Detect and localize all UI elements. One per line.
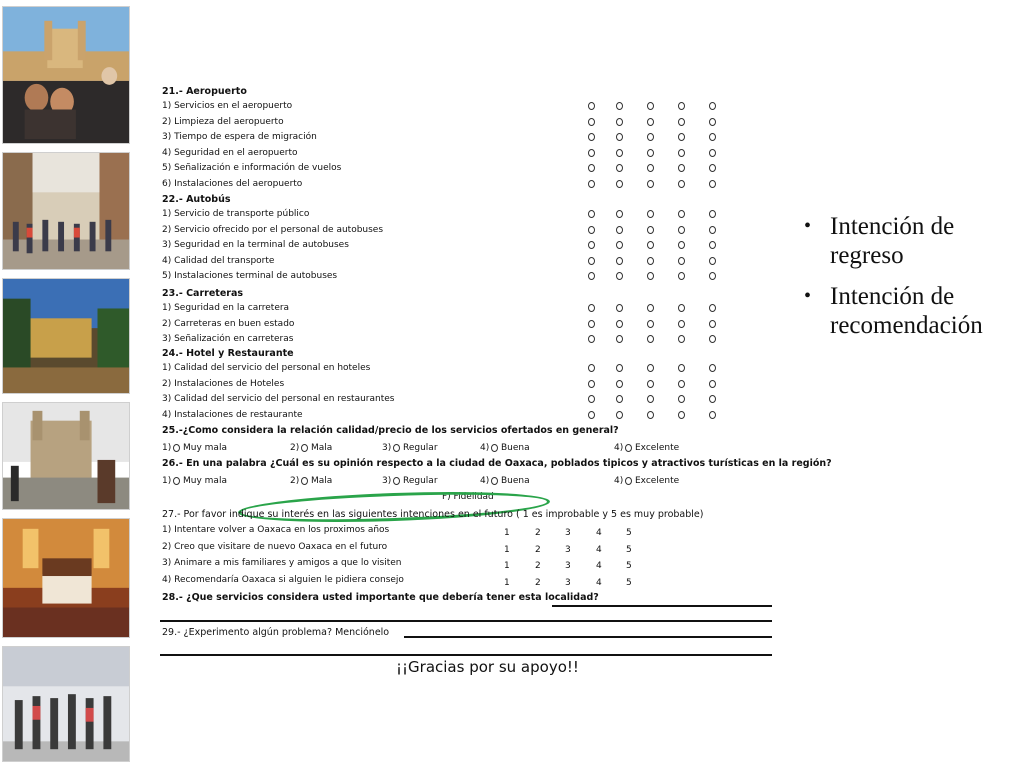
highlight-oval	[238, 488, 551, 527]
radio-option[interactable]	[588, 380, 595, 388]
radio-option[interactable]	[709, 395, 716, 403]
bullet-text: Intención de regreso	[830, 213, 955, 269]
option-label: Excelente	[635, 443, 680, 453]
radio-option[interactable]	[709, 380, 716, 388]
bullet-item-recomendacion	[800, 282, 1020, 340]
radio-option[interactable]	[588, 210, 595, 218]
radio-option[interactable]	[616, 210, 623, 218]
option-label: Muy mala	[183, 476, 227, 486]
question-item: 3) Calidad del servicio del personal en restaurantes	[162, 394, 395, 404]
question-item: 5) Instalaciones terminal de autobuses	[162, 271, 338, 281]
radio-option[interactable]	[588, 320, 595, 328]
scale-number[interactable]: 5	[626, 577, 632, 588]
radio-option[interactable]	[709, 226, 716, 234]
radio-option[interactable]	[393, 477, 400, 485]
question-item: 2) Instalaciones de Hoteles	[162, 378, 285, 389]
option-label: Mala	[311, 443, 333, 453]
radio-option[interactable]	[647, 102, 654, 110]
radio-option[interactable]	[678, 364, 685, 372]
radio-option[interactable]	[678, 226, 685, 234]
radio-option[interactable]	[616, 164, 623, 172]
radio-option[interactable]	[616, 149, 623, 157]
option-number: 4)	[480, 476, 490, 486]
radio-option[interactable]	[678, 133, 685, 141]
scale-number[interactable]: 3	[565, 561, 571, 571]
scale-number[interactable]: 3	[565, 577, 571, 588]
option-number: 3)	[382, 476, 392, 486]
radio-option[interactable]	[709, 180, 716, 188]
question-item: 1) Seguridad en la carretera	[162, 303, 290, 313]
divider-line	[160, 654, 772, 656]
radio-option[interactable]	[616, 395, 623, 403]
radio-option[interactable]	[678, 164, 685, 172]
radio-option[interactable]	[616, 364, 623, 372]
radio-option[interactable]	[393, 444, 400, 452]
radio-option[interactable]	[588, 257, 595, 265]
scale-number[interactable]: 2	[535, 561, 541, 571]
question-item: 1) Calidad del servicio del personal en hoteles	[162, 363, 371, 373]
question-item: 2) Servicio ofrecido por el personal de autobuses	[162, 224, 384, 235]
photo-hotel-room	[2, 518, 130, 638]
radio-option[interactable]	[647, 364, 654, 372]
radio-option[interactable]	[616, 380, 623, 388]
radio-option[interactable]	[588, 411, 595, 419]
radio-option[interactable]	[678, 304, 685, 312]
radio-option[interactable]	[678, 395, 685, 403]
radio-option[interactable]	[709, 102, 716, 110]
radio-option[interactable]	[491, 477, 498, 485]
scale-number[interactable]: 5	[626, 528, 632, 538]
question-item: 5) Señalización e información de vuelos	[162, 163, 342, 173]
photo-tourist-group	[2, 646, 130, 762]
scale-number[interactable]: 5	[626, 561, 632, 571]
radio-option[interactable]	[678, 210, 685, 218]
question-title: 28.- ¿Que servicios considera usted importante que debería tener esta localidad?	[162, 592, 599, 603]
radio-option[interactable]	[647, 304, 654, 312]
radio-option[interactable]	[588, 335, 595, 343]
radio-option[interactable]	[588, 241, 595, 249]
scale-number[interactable]: 1	[504, 577, 510, 588]
radio-option[interactable]	[647, 164, 654, 172]
scale-number[interactable]: 1	[504, 561, 510, 571]
radio-option[interactable]	[616, 411, 623, 419]
radio-option[interactable]	[588, 364, 595, 372]
question-title: 26.- En una palabra ¿Cuál es su opinión respecto a la ciudad de Oaxaca, poblados tipicos y atractivos turísticas en la región?	[162, 458, 832, 469]
scale-number[interactable]: 3	[565, 528, 571, 538]
bullet-item-regreso	[800, 212, 1020, 270]
radio-option[interactable]	[709, 241, 716, 249]
radio-option[interactable]	[647, 118, 654, 126]
radio-option[interactable]	[678, 118, 685, 126]
thanks-text: ¡¡Gracias por su apoyo!!	[396, 658, 579, 676]
photo-santo-domingo-church	[2, 402, 130, 510]
bullet-text: Intención de recomendación	[830, 283, 983, 339]
radio-option[interactable]	[616, 226, 623, 234]
radio-option[interactable]	[616, 304, 623, 312]
radio-option[interactable]	[709, 257, 716, 265]
scale-number[interactable]: 4	[596, 561, 602, 571]
photo-street-crowd	[2, 152, 130, 270]
divider-line	[160, 620, 772, 622]
option-number: 1)	[162, 476, 172, 486]
intention-item: 1) Intentare volver a Oaxaca en los proximos años	[162, 525, 390, 535]
radio-option[interactable]	[647, 272, 654, 280]
section-title: 22.- Autobús	[162, 194, 231, 205]
option-label: Buena	[501, 443, 530, 453]
radio-option[interactable]	[678, 149, 685, 157]
scale-number[interactable]: 2	[535, 544, 541, 555]
option-number: 2)	[290, 476, 300, 486]
intention-item: 4) Recomendaría Oaxaca si alguien le pidiera consejo	[162, 574, 404, 585]
radio-option[interactable]	[588, 118, 595, 126]
radio-option[interactable]	[588, 395, 595, 403]
question-title: 27.- Por favor indique su interés en las siguientes intenciones en el futuro ( 1 es improbable y 5 es muy probable)	[162, 509, 704, 520]
photo-courtyard-garden	[2, 278, 130, 394]
scale-number[interactable]: 4	[596, 544, 602, 555]
bullet-dot-icon: •	[804, 215, 812, 237]
radio-option[interactable]	[625, 477, 632, 485]
radio-option[interactable]	[616, 133, 623, 141]
bullet-dot-icon: •	[804, 285, 812, 307]
option-number: 1)	[162, 443, 172, 453]
radio-option[interactable]	[709, 304, 716, 312]
radio-option[interactable]	[647, 180, 654, 188]
radio-option[interactable]	[647, 395, 654, 403]
radio-option[interactable]	[625, 444, 632, 452]
radio-option[interactable]	[647, 380, 654, 388]
radio-option[interactable]	[616, 102, 623, 110]
radio-option[interactable]	[709, 133, 716, 141]
radio-option[interactable]	[678, 241, 685, 249]
radio-option[interactable]	[709, 118, 716, 126]
radio-option[interactable]	[647, 210, 654, 218]
radio-option[interactable]	[173, 477, 180, 485]
option-number: 3)	[382, 443, 392, 453]
option-label: Muy mala	[183, 443, 227, 453]
question-item: 2) Limpieza del aeropuerto	[162, 116, 284, 127]
radio-option[interactable]	[616, 320, 623, 328]
radio-option[interactable]	[709, 335, 716, 343]
radio-option[interactable]	[647, 335, 654, 343]
question-title: 25.-¿Como considera la relación calidad/precio de los servicios ofertados en general?	[162, 425, 619, 436]
question-item: 1) Servicios en el aeropuerto	[162, 101, 293, 111]
scale-number[interactable]: 1	[504, 544, 510, 555]
radio-option[interactable]	[647, 241, 654, 249]
question-title: 29.- ¿Experimento algún problema? Menciónelo	[162, 627, 390, 638]
radio-option[interactable]	[616, 241, 623, 249]
photo-oaxaca-cathedral-pool	[2, 6, 130, 144]
scale-number[interactable]: 5	[626, 544, 632, 555]
radio-option[interactable]	[709, 164, 716, 172]
radio-option[interactable]	[647, 411, 654, 419]
radio-option[interactable]	[588, 272, 595, 280]
radio-option[interactable]	[173, 444, 180, 452]
radio-option[interactable]	[678, 320, 685, 328]
radio-option[interactable]	[588, 133, 595, 141]
radio-option[interactable]	[647, 133, 654, 141]
radio-option[interactable]	[301, 477, 308, 485]
radio-option[interactable]	[588, 180, 595, 188]
radio-option[interactable]	[709, 411, 716, 419]
intention-item: 2) Creo que visitare de nuevo Oaxaca en el futuro	[162, 541, 388, 552]
scale-number[interactable]: 2	[535, 528, 541, 538]
intention-item: 3) Animare a mis familiares y amigos a que lo visiten	[162, 558, 402, 568]
radio-option[interactable]	[491, 444, 498, 452]
question-item: 1) Servicio de transporte público	[162, 209, 310, 219]
radio-option[interactable]	[678, 102, 685, 110]
radio-option[interactable]	[616, 272, 623, 280]
radio-option[interactable]	[647, 320, 654, 328]
scale-number[interactable]: 2	[535, 577, 541, 588]
radio-option[interactable]	[678, 272, 685, 280]
scale-number[interactable]: 4	[596, 528, 602, 538]
fidelidad-label: F) Fidelidad	[442, 492, 494, 502]
radio-option[interactable]	[709, 364, 716, 372]
radio-option[interactable]	[588, 226, 595, 234]
option-number: 4)	[614, 476, 624, 486]
answer-line	[552, 605, 772, 607]
radio-option[interactable]	[678, 380, 685, 388]
option-number: 2)	[290, 443, 300, 453]
radio-option[interactable]	[588, 164, 595, 172]
radio-option[interactable]	[647, 257, 654, 265]
question-item: 3) Tiempo de espera de migración	[162, 132, 317, 142]
radio-option[interactable]	[647, 226, 654, 234]
radio-option[interactable]	[678, 180, 685, 188]
radio-option[interactable]	[678, 335, 685, 343]
option-label: Regular	[403, 443, 438, 453]
option-label: Regular	[403, 476, 438, 486]
radio-option[interactable]	[616, 257, 623, 265]
radio-option[interactable]	[647, 149, 654, 157]
radio-option[interactable]	[301, 444, 308, 452]
option-label: Mala	[311, 476, 333, 486]
radio-option[interactable]	[709, 320, 716, 328]
option-label: Excelente	[635, 476, 680, 486]
bullet-list	[800, 212, 1020, 352]
scale-number[interactable]: 4	[596, 577, 602, 588]
scale-number[interactable]: 3	[565, 544, 571, 555]
radio-option[interactable]	[616, 180, 623, 188]
section-title: 21.- Aeropuerto	[162, 86, 247, 97]
question-item: 3) Señalización en carreteras	[162, 334, 294, 344]
option-label: Buena	[501, 476, 530, 486]
radio-option[interactable]	[709, 149, 716, 157]
question-item: 4) Seguridad en el aeropuerto	[162, 147, 298, 158]
question-item: 4) Instalaciones de restaurante	[162, 409, 303, 420]
radio-option[interactable]	[616, 335, 623, 343]
question-item: 4) Calidad del transporte	[162, 255, 275, 266]
answer-line	[404, 636, 772, 638]
radio-option[interactable]	[709, 272, 716, 280]
radio-option[interactable]	[588, 304, 595, 312]
survey-form	[160, 86, 832, 686]
radio-option[interactable]	[678, 411, 685, 419]
section-title: 24.- Hotel y Restaurante	[162, 348, 294, 359]
section-title: 23.- Carreteras	[162, 288, 244, 299]
radio-option[interactable]	[588, 102, 595, 110]
question-item: 3) Seguridad en la terminal de autobuses	[162, 240, 349, 250]
radio-option[interactable]	[616, 118, 623, 126]
option-number: 4)	[480, 443, 490, 453]
question-item: 2) Carreteras en buen estado	[162, 318, 295, 329]
option-number: 4)	[614, 443, 624, 453]
question-item: 6) Instalaciones del aeropuerto	[162, 178, 303, 189]
radio-option[interactable]	[588, 149, 595, 157]
scale-number[interactable]: 1	[504, 528, 510, 538]
photo-strip	[2, 6, 130, 762]
radio-option[interactable]	[709, 210, 716, 218]
radio-option[interactable]	[678, 257, 685, 265]
